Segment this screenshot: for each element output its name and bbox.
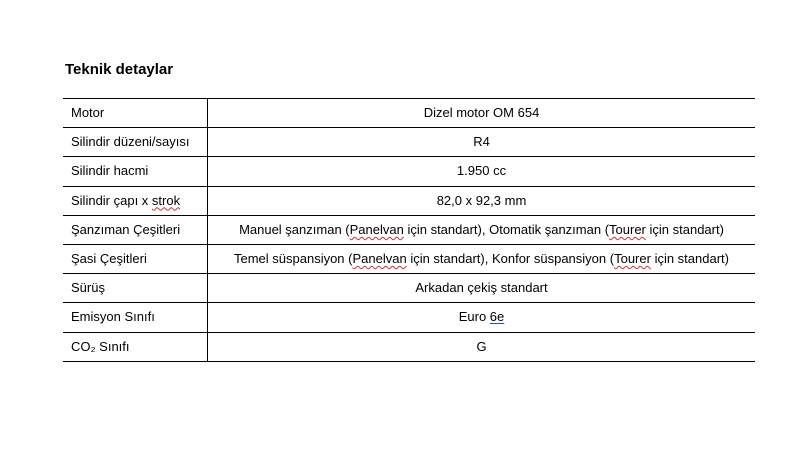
row-value: G xyxy=(208,332,756,361)
value-text: için standart) xyxy=(650,251,729,267)
spellcheck-flagged-word: Tourer xyxy=(609,221,646,237)
spellcheck-flagged-word: Panelvan xyxy=(349,221,404,237)
table-row xyxy=(63,274,755,303)
table-row xyxy=(63,215,755,244)
value-text: Manuel şanzıman ( xyxy=(239,221,350,237)
document-title: Teknik detaylar xyxy=(65,61,174,78)
row-label: Motor xyxy=(63,99,208,128)
row-value xyxy=(208,215,756,244)
row-value xyxy=(208,303,756,332)
row-label: Emisyon Sınıfı xyxy=(63,303,208,332)
value-text: Temel süspansiyon ( xyxy=(233,251,353,267)
row-label: Silindir hacmi xyxy=(63,157,208,186)
grammar-flagged-word: 6e xyxy=(489,309,505,325)
spellcheck-flagged-word: Tourer xyxy=(614,251,651,267)
table-row xyxy=(63,128,755,157)
table-row xyxy=(63,157,755,186)
row-label: CO₂ Sınıfı xyxy=(63,332,208,361)
table-row xyxy=(63,99,755,128)
value-text: Euro xyxy=(458,309,490,325)
row-label: Şanzıman Çeşitleri xyxy=(63,215,208,244)
spellcheck-flagged-word: strok xyxy=(151,192,181,208)
row-label: Silindir düzeni/sayısı xyxy=(63,128,208,157)
spellcheck-flagged-word: Panelvan xyxy=(352,251,407,267)
row-value: Arkadan çekiş standart xyxy=(208,274,756,303)
row-value xyxy=(208,244,756,273)
table-row xyxy=(63,244,755,273)
value-text: için standart), Otomatik şanzıman ( xyxy=(403,221,610,237)
row-label-text: Silindir çapı x xyxy=(71,192,152,208)
row-value: 82,0 x 92,3 mm xyxy=(208,186,756,215)
row-value: 1.950 cc xyxy=(208,157,756,186)
table-row xyxy=(63,303,755,332)
row-label: Şasi Çeşitleri xyxy=(63,244,208,273)
table-row xyxy=(63,332,755,361)
table-row xyxy=(63,186,755,215)
row-value: R4 xyxy=(208,128,756,157)
value-text: için standart), Konfor süspansiyon ( xyxy=(406,251,615,267)
row-label: Sürüş xyxy=(63,274,208,303)
row-value: Dizel motor OM 654 xyxy=(208,99,756,128)
row-label xyxy=(63,186,208,215)
value-text: için standart) xyxy=(645,221,724,237)
technical-details-table xyxy=(63,98,755,362)
